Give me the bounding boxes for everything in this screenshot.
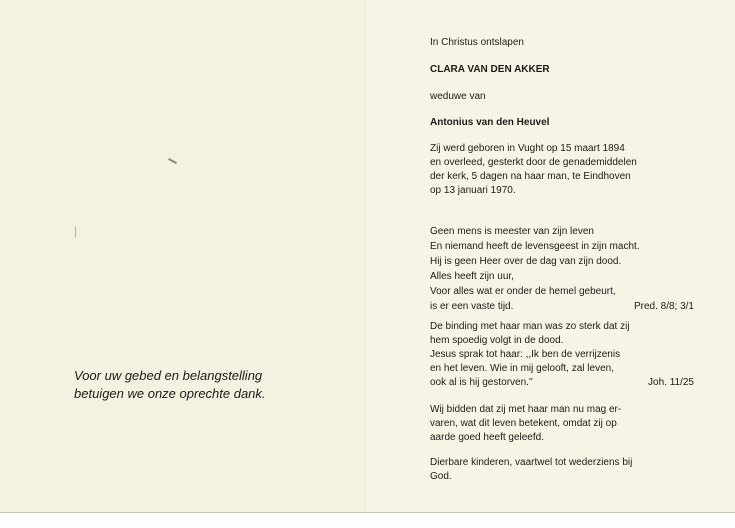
binding-line-5 [430,377,694,389]
binding-line-4: en het leven. Wie in mij gelooft, zal leven, [430,363,614,374]
page-bottom-strip [0,512,735,528]
binding-last-text: ook al is hij gestorven.'' [430,377,533,388]
verse-line-1: Geen mens is meester van zijn leven [430,226,594,237]
closing-line-2: God. [430,471,452,482]
thanks-text [74,367,354,403]
thanks-line-2: betuigen we onze oprechte dank. [74,386,266,401]
thanks-line-1: Voor uw gebed en belangstelling [74,368,263,383]
prayer-line-1: Wij bidden dat zij met haar man nu mag er- [430,404,622,415]
bio-line-3: der kerk, 5 dagen na haar man, te Eindhoven [430,171,631,182]
verse-line-2: En niemand heeft de levensgeest in zijn macht. [430,241,640,252]
verse-line-3: Hij is geen Heer over de dag van zijn dood. [430,256,622,267]
bio-line-1: Zij werd geboren in Vught op 15 maart 1894 [430,143,625,154]
widow-of-line: weduwe van [430,91,486,102]
binding-line-3: Jesus sprak tot haar: ,,Ik ben de verrijzenis [430,349,621,360]
verse-line-6 [430,301,694,313]
husband-name: Antonius van den Heuvel [430,117,550,128]
verse-line-5: Voor alles wat er onder de hemel gebeurt, [430,286,616,297]
binding-reference: Joh. 11/25 [648,377,694,388]
binding-line-1: De binding met haar man was zo sterk dat zij [430,321,630,332]
bio-line-4: op 13 januari 1970. [430,185,516,196]
verse-last-text: is er een vaste tijd. [430,301,514,312]
verse-line-4: Alles heeft zijn uur, [430,271,514,282]
pencil-mark [75,226,76,238]
prayer-line-3: aarde goed heeft geleefd. [430,432,544,443]
intro-line: In Christus ontslapen [430,37,524,48]
bio-line-2: en overleed, gesterkt door de genademiddelen [430,157,637,168]
prayer-line-2: varen, wat dit leven betekent, omdat zij op [430,418,617,429]
deceased-name: CLARA VAN DEN AKKER [430,64,550,75]
closing-line-1: Dierbare kinderen, vaartwel tot wederziens bij [430,457,633,468]
binding-line-2: hem spoedig volgt in de dood. [430,335,564,346]
pen-mark [168,158,177,164]
left-panel [0,0,366,512]
verse-reference: Pred. 8/8; 3/1 [633,301,694,312]
